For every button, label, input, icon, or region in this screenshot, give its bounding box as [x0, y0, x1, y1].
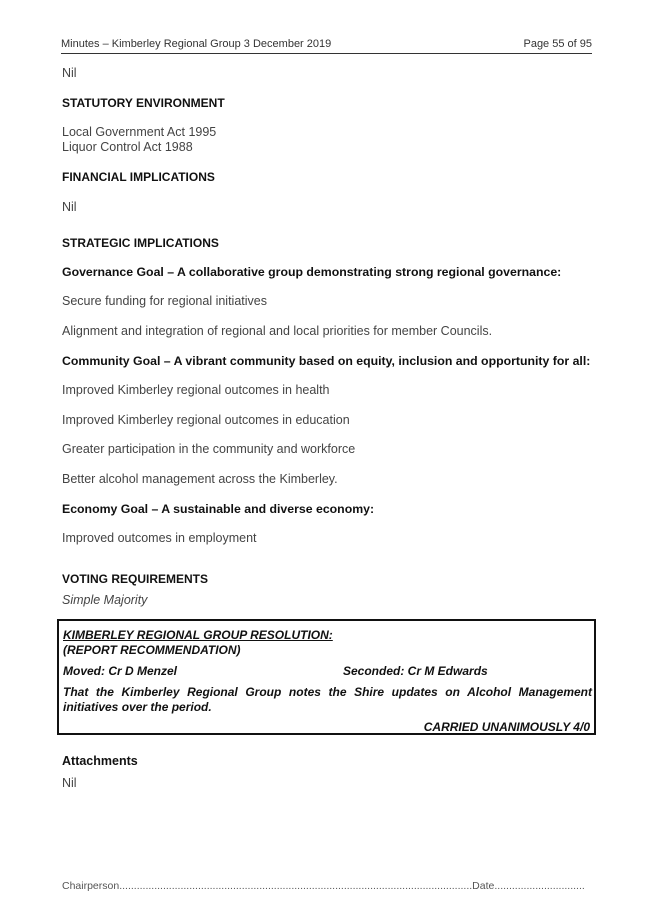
seconded-by: Seconded: Cr M Edwards [343, 664, 488, 678]
governance-item: Secure funding for regional initiatives [62, 294, 267, 308]
financial-heading: FINANCIAL IMPLICATIONS [62, 170, 215, 184]
attachments-heading: Attachments [62, 754, 138, 768]
strategic-heading: STRATEGIC IMPLICATIONS [62, 236, 219, 250]
voting-heading: VOTING REQUIREMENTS [62, 572, 209, 586]
page-header [61, 37, 592, 54]
resolution-result: CARRIED UNANIMOUSLY 4/0 [423, 720, 590, 734]
community-item: Better alcohol management across the Kimberley. [62, 472, 338, 486]
statutory-heading: STATUTORY ENVIRONMENT [62, 96, 225, 110]
governance-goal: Governance Goal – A collaborative group demonstrating strong regional governance: [62, 265, 562, 279]
economy-goal: Economy Goal – A sustainable and diverse economy: [62, 502, 375, 516]
header-page-number: Page 55 of 95 [523, 38, 592, 50]
resolution-title: KIMBERLEY REGIONAL GROUP RESOLUTION: [63, 628, 333, 642]
statutory-item: Local Government Act 1995 [62, 125, 217, 139]
community-item: Improved Kimberley regional outcomes in health [62, 383, 330, 397]
header-title: Minutes – Kimberley Regional Group 3 December 2019 [61, 38, 332, 50]
voting-value: Simple Majority [62, 593, 148, 607]
resolution-subtitle: (REPORT RECOMMENDATION) [63, 643, 241, 657]
community-item: Greater participation in the community and workforce [62, 442, 356, 456]
governance-item: Alignment and integration of regional and local priorities for member Councils. [62, 324, 493, 338]
community-goal: Community Goal – A vibrant community based on equity, inclusion and opportunity for all: [62, 354, 591, 368]
resolution-box [57, 619, 596, 735]
nil-text: Nil [62, 66, 77, 80]
resolution-text: That the Kimberley Regional Group notes the Shire updates on Alcohol Management initiatives over the period. [63, 685, 592, 714]
economy-item: Improved outcomes in employment [62, 531, 257, 545]
financial-value: Nil [62, 200, 77, 214]
attachments-value: Nil [62, 776, 77, 790]
community-item: Improved Kimberley regional outcomes in education [62, 413, 350, 427]
chairperson-signature-line: Chairperson.........................................................................................................................Date............................... [62, 880, 585, 892]
statutory-item: Liquor Control Act 1988 [62, 140, 193, 154]
moved-by: Moved: Cr D Menzel [63, 664, 178, 678]
